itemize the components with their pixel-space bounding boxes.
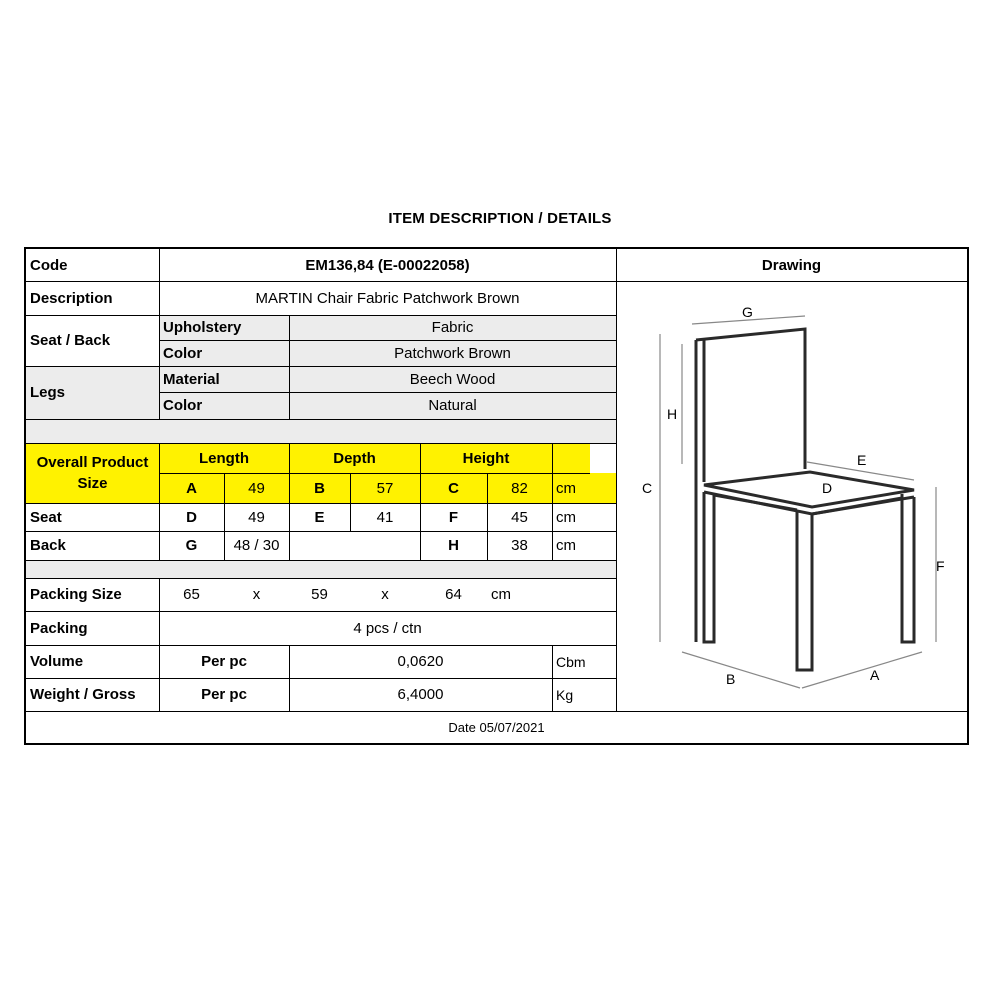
e-value: 41 xyxy=(376,508,394,526)
d-code: D xyxy=(186,508,197,526)
drawing-label-f: F xyxy=(936,558,945,574)
g-value: 48 / 30 xyxy=(233,537,280,554)
weight-label: Weight / Gross xyxy=(30,686,136,703)
drawing-label-a: A xyxy=(870,667,880,683)
overall-unit: cm xyxy=(556,479,576,497)
b-code: B xyxy=(314,479,325,497)
a-value: 49 xyxy=(248,479,265,497)
overall-label-line2: Size xyxy=(77,475,108,492)
legs-color-value: Natural xyxy=(428,397,477,414)
e-code: E xyxy=(314,508,325,526)
length-header: Length xyxy=(199,449,249,467)
weight-per: Per pc xyxy=(201,686,247,703)
packing-size-x1: x xyxy=(252,586,261,603)
c-code: C xyxy=(448,479,459,497)
packing-size-v2: 59 xyxy=(311,586,328,603)
packing-label: Packing xyxy=(30,619,88,637)
a-code: A xyxy=(186,479,197,497)
drawing-label-e: E xyxy=(857,452,867,468)
f-value: 45 xyxy=(511,508,528,526)
drawing-label-h: H xyxy=(667,406,678,422)
code-value: EM136,84 (E-00022058) xyxy=(305,256,470,274)
weight-unit: Kg xyxy=(556,686,574,703)
seat-unit: cm xyxy=(556,508,576,526)
packing-value: 4 pcs / ctn xyxy=(353,619,422,637)
date-footer: Date 05/07/2021 xyxy=(448,719,545,735)
legs-color-label: Color xyxy=(163,397,203,414)
seat-color-value: Patchwork Brown xyxy=(394,344,511,362)
back-label: Back xyxy=(30,537,66,554)
c-value: 82 xyxy=(511,479,528,497)
seat-label: Seat xyxy=(30,508,62,526)
drawing-label-b: B xyxy=(726,671,736,687)
overall-label-line1: Overall Product xyxy=(36,454,149,471)
seat-color-label: Color xyxy=(163,344,203,362)
packing-size-label: Packing Size xyxy=(30,586,122,603)
packing-size-x2: x xyxy=(381,586,389,603)
upholstery-value: Fabric xyxy=(431,319,474,336)
description-value: MARTIN Chair Fabric Patchwork Brown xyxy=(255,289,520,307)
material-value: Beech Wood xyxy=(409,370,496,388)
d-value: 49 xyxy=(248,508,265,526)
weight-value: 6,4000 xyxy=(397,686,444,703)
drawing-header: Drawing xyxy=(761,256,822,274)
description-label: Description xyxy=(30,289,113,307)
drawing-label-g: G xyxy=(742,304,753,320)
h-value: 38 xyxy=(511,537,528,554)
upholstery-label: Upholstery xyxy=(163,319,242,336)
packing-size-v1: 65 xyxy=(183,586,200,603)
volume-per: Per pc xyxy=(201,653,247,670)
legs-label: Legs xyxy=(30,384,66,401)
volume-label: Volume xyxy=(30,653,84,670)
page-title: ITEM DESCRIPTION / DETAILS xyxy=(388,210,612,227)
h-code: H xyxy=(448,537,459,554)
b-value: 57 xyxy=(376,479,394,497)
overall-label xyxy=(26,443,159,503)
back-unit: cm xyxy=(556,537,576,554)
code-label: Code xyxy=(30,256,68,274)
volume-unit: Cbm xyxy=(556,653,586,670)
height-header: Height xyxy=(462,449,510,467)
volume-value: 0,0620 xyxy=(397,653,444,670)
chair-drawing xyxy=(622,282,966,708)
g-code: G xyxy=(185,537,198,554)
packing-size-unit: cm xyxy=(491,586,511,603)
drawing-label-d: D xyxy=(822,480,833,496)
depth-header: Depth xyxy=(333,449,376,467)
seat-back-label: Seat / Back xyxy=(30,332,111,349)
drawing-label-c: C xyxy=(642,480,653,496)
f-code: F xyxy=(448,508,459,526)
material-label: Material xyxy=(163,370,220,388)
packing-size-v3: 64 xyxy=(445,586,462,603)
